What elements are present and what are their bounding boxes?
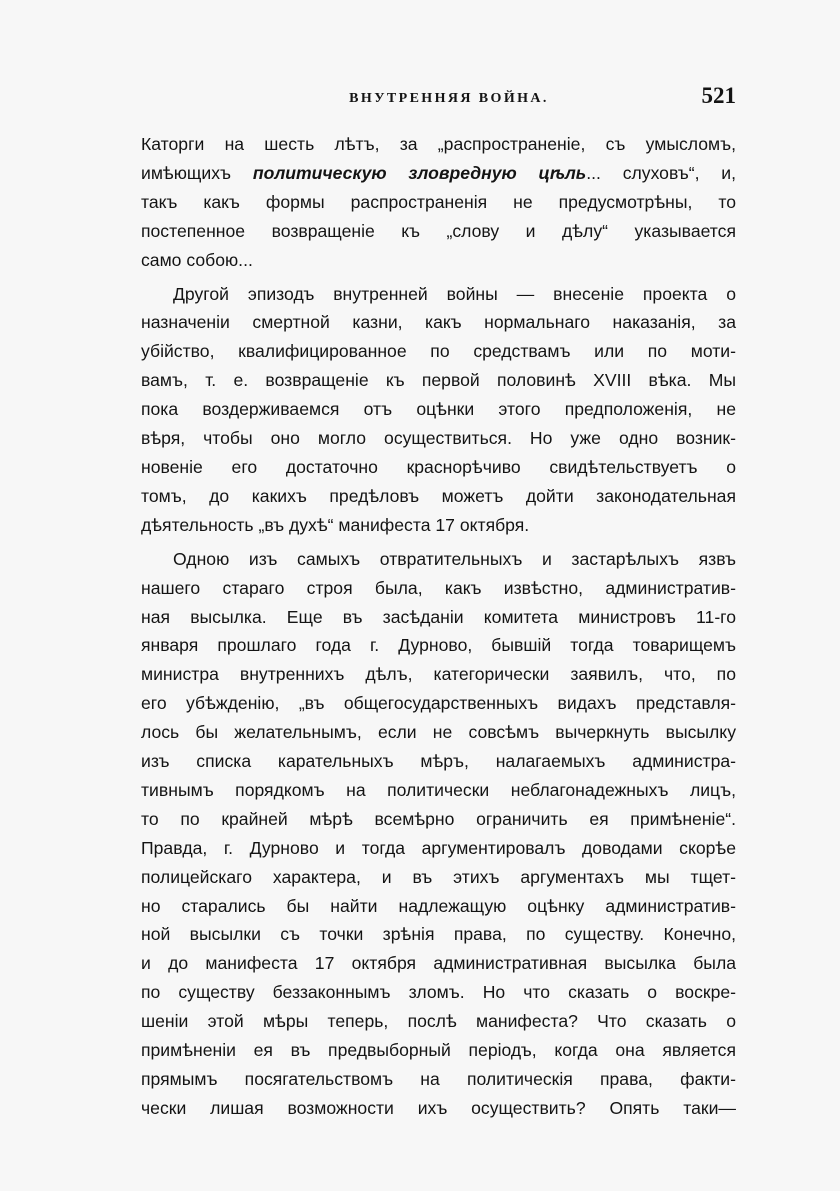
text-segment: имѣющихъ: [141, 162, 253, 183]
page-number: 521: [701, 83, 736, 108]
text-line: тивнымъ порядкомъ на политически неблагонадежныхъ лицъ,: [141, 779, 736, 800]
text-segment: ... слуховъ“, и,: [586, 162, 737, 183]
text-line: назначеніи смертной казни, какъ нормальнаго наказанія, за: [141, 312, 736, 333]
text-line: пока воздерживаемся отъ оцѣнки этого предположенія, не: [141, 399, 736, 420]
text-line: Другой эпизодъ внутренней войны — внесеніе проекта о: [173, 283, 736, 304]
text-line: [141, 159, 736, 188]
text-line: министра внутреннихъ дѣлъ, категорически заявилъ, что, по: [141, 664, 736, 685]
text-line: Каторги на шесть лѣтъ, за „распространеніе, съ умысломъ,: [141, 134, 736, 154]
text-line: само собою...: [141, 249, 253, 270]
text-line: ная высылка. Еще въ засѣданіи комитета министровъ 11-го: [141, 606, 736, 627]
text-line: новеніе его достаточно краснорѣчиво свидѣтельствуетъ о: [141, 456, 736, 477]
running-title: ВНУТРЕННЯЯ ВОЙНА.: [349, 91, 549, 106]
text-line: чески лишая возможности ихъ осуществить? Опять таки—: [141, 1097, 736, 1118]
text-line: изъ списка карательныхъ мѣръ, налагаемыхъ администра-: [141, 751, 736, 772]
running-head: [140, 80, 736, 120]
text-line: прямымъ посягательствомъ на политическія права, факти-: [141, 1069, 736, 1089]
text-line: но старались бы найти надлежащую оцѣнку административ-: [141, 895, 736, 916]
text-line: его убѣжденію, „въ общегосударственныхъ видахъ представля-: [141, 693, 736, 714]
text-line: ной высылки съ точки зрѣнія права, по существу. Конечно,: [141, 924, 736, 945]
text-line: такъ какъ формы распространенія не предусмотрѣны, то: [141, 191, 736, 212]
text-line: примѣненіи ея въ предвыборный періодъ, когда она является: [141, 1040, 736, 1061]
body-text: [141, 130, 736, 1123]
text-line: полицейскаго характера, и въ этихъ аргументахъ мы тщет-: [141, 866, 736, 887]
text-line: и до манифеста 17 октября административная высылка была: [141, 953, 736, 974]
text-line: по существу беззаконнымъ зломъ. Но что сказать о воскре-: [141, 982, 736, 1003]
text-line: дѣятельность „въ духѣ“ манифеста 17 октября.: [141, 514, 530, 535]
text-line: вѣря, чтобы оно могло осуществиться. Но уже одно возник-: [141, 428, 736, 449]
text-line: убійство, квалифицированное по средствамъ или по моти-: [141, 341, 736, 362]
text-line: томъ, до какихъ предѣловъ можетъ дойти законодательная: [141, 485, 736, 506]
text-line: нашего стараго строя была, какъ извѣстно, административ-: [141, 577, 736, 598]
paragraph: [141, 130, 736, 275]
paragraph: [141, 280, 736, 540]
paragraph: [141, 545, 736, 1123]
text-line: Правда, г. Дурново и тогда аргументировалъ доводами скорѣе: [141, 837, 736, 858]
text-line: Одною изъ самыхъ отвратительныхъ и застарѣлыхъ язвъ: [173, 548, 736, 569]
text-line: января прошлаго года г. Дурново, бывшій тогда товарищемъ: [141, 635, 736, 656]
text-line: вамъ, т. е. возвращеніе къ первой половинѣ XVIII вѣка. Мы: [141, 370, 736, 391]
text-line: шеніи этой мѣры теперь, послѣ манифеста? Что сказать о: [141, 1011, 736, 1032]
italic-phrase: политическую зловредную цѣль: [252, 162, 587, 183]
text-line: то по крайней мѣрѣ всемѣрно ограничить ея примѣненіе“.: [141, 808, 736, 829]
text-line: постепенное возвращеніе къ „слову и дѣлу“ указывается: [141, 220, 736, 241]
text-line: лось бы желательнымъ, если не совсѣмъ вычеркнуть высылку: [141, 722, 736, 743]
